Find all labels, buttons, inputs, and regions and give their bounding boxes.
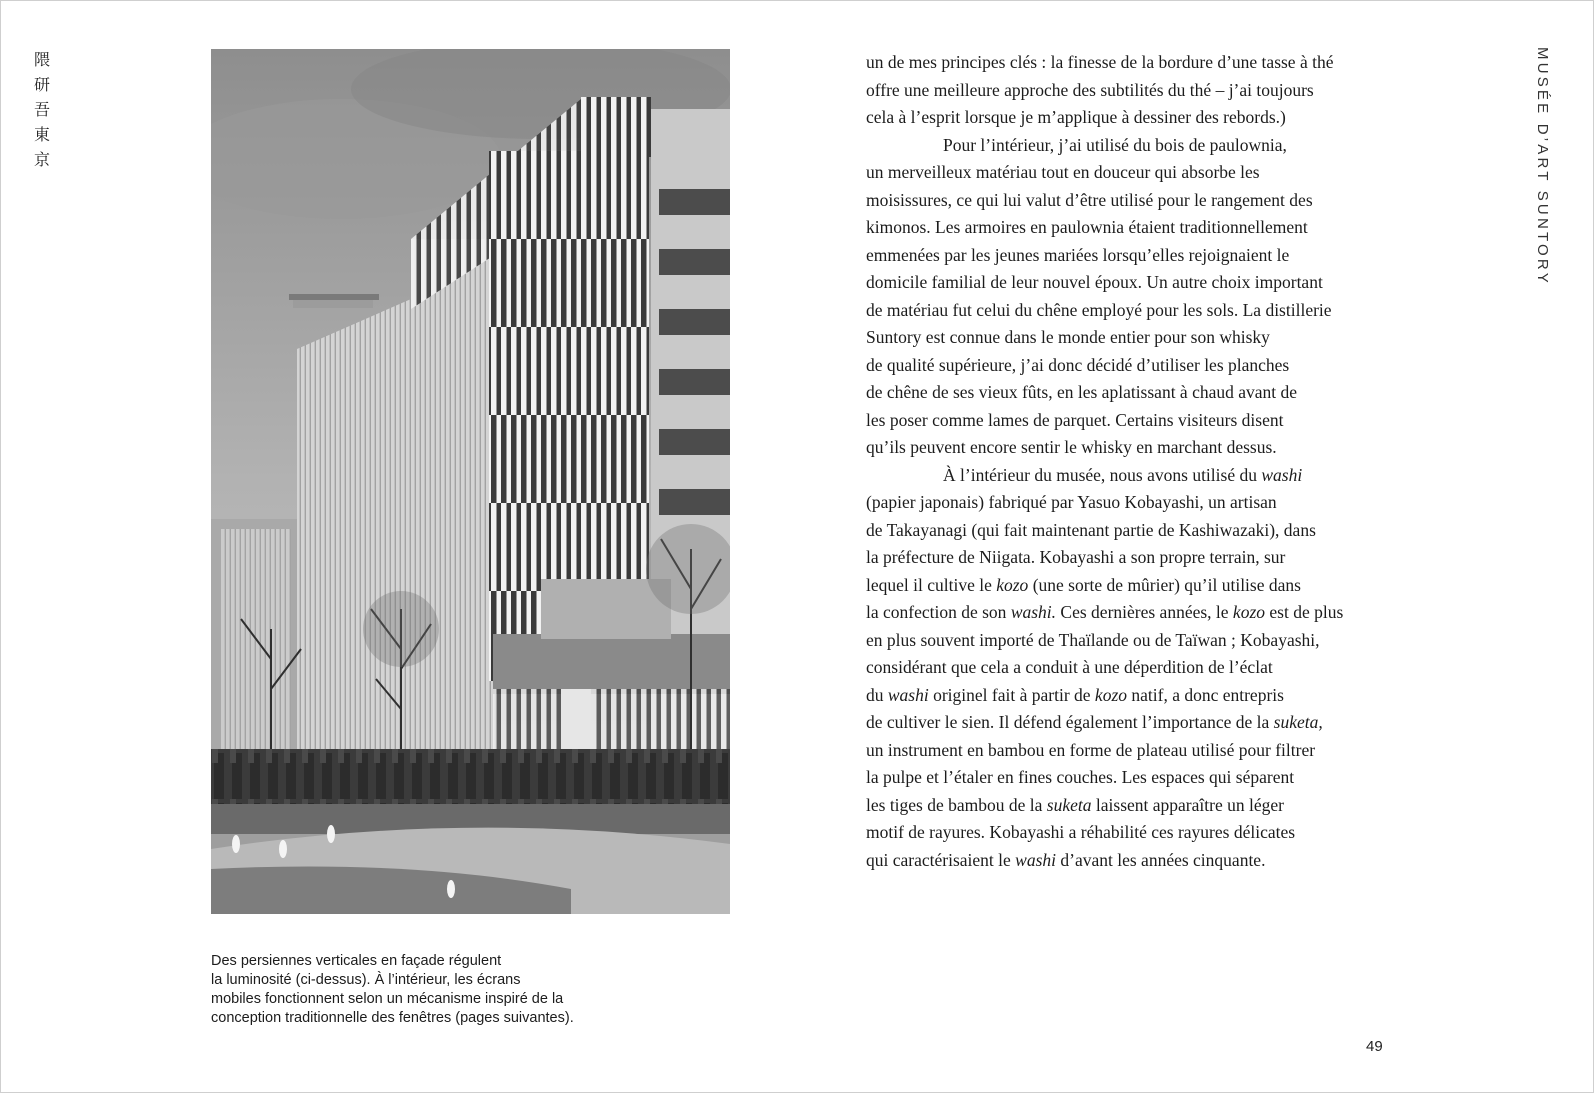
body-segment: d’avant les années cinquante. <box>1060 849 1266 870</box>
body-line <box>866 792 1426 820</box>
body-segment: natif, a donc entrepris <box>1131 684 1284 705</box>
body-segment: washi <box>887 684 929 705</box>
body-line: domicile familial de leur nouvel époux. Un autre choix important <box>866 272 1323 292</box>
kanji-char: 隈 <box>33 50 50 69</box>
body-segment: kozo <box>1232 602 1265 622</box>
body-line <box>866 462 1426 490</box>
body-segment: suketa <box>1046 794 1092 815</box>
caption-line: mobiles fonctionnent selon un mécanisme inspiré de la <box>211 991 564 1007</box>
kanji-char: 吾 <box>33 100 50 119</box>
body-text <box>866 49 1426 874</box>
body-segment: suketa, <box>1273 712 1323 732</box>
body-line: la pulpe et l’étaler en fines couches. Les espaces qui séparent <box>866 767 1295 787</box>
body-segment: laissent apparaître un léger <box>1095 794 1284 815</box>
body-line: la préfecture de Niigata. Kobayashi a son propre terrain, sur <box>866 547 1286 567</box>
body-line: de matériau fut celui du chêne employé pour les sols. La distillerie <box>866 299 1332 320</box>
body-line <box>866 682 1426 710</box>
caption-line: conception traditionnelle des fenêtres (pages suivantes). <box>211 1010 574 1026</box>
caption-line: la luminosité (ci-dessus). À l’intérieur, les écrans <box>211 972 521 988</box>
body-segment: la confection de son <box>866 602 1007 622</box>
running-header-vertical: MUSÉE D’ART SUNTORY <box>1534 47 1551 286</box>
body-line: motif de rayures. Kobayashi a réhabilité ces rayures délicates <box>866 822 1296 842</box>
kanji-char: 研 <box>33 75 50 94</box>
body-line: Pour l’intérieur, j’ai utilisé du bois de paulownia, <box>943 134 1287 155</box>
body-line: Suntory est connue dans le monde entier pour son whisky <box>866 327 1270 347</box>
body-line: un merveilleux matériau tout en douceur qui absorbe les <box>866 162 1260 182</box>
body-segment: kozo <box>996 574 1029 595</box>
body-line: de chêne de ses vieux fûts, en les aplatissant à chaud avant de <box>866 382 1298 402</box>
caption-line: Des persiennes verticales en façade régulent <box>211 953 502 969</box>
building-photo <box>211 49 730 914</box>
body-line: moisissures, ce qui lui valut d’être utilisé pour le rangement des <box>866 189 1313 210</box>
body-segment: lequel il cultive le <box>866 574 992 595</box>
body-line: un de mes principes clés : la finesse de la bordure d’une tasse à thé <box>866 52 1334 72</box>
building-photo-illustration <box>211 49 730 914</box>
body-segment: À l’intérieur du musée, nous avons utilisé du <box>943 464 1257 485</box>
body-line: (papier japonais) fabriqué par Yasuo Kobayashi, un artisan <box>866 492 1277 512</box>
body-line: kimonos. Les armoires en paulownia étaient traditionnellement <box>866 217 1308 237</box>
body-line: les poser comme lames de parquet. Certains visiteurs disent <box>866 409 1284 430</box>
body-segment: originel fait à partir de <box>933 684 1091 705</box>
body-line: de qualité supérieure, j’ai donc décidé d’utiliser les planches <box>866 354 1290 375</box>
body-line <box>866 599 1426 627</box>
body-segment: de cultiver le sien. Il défend également l’importance de la <box>866 712 1270 732</box>
body-segment: du <box>866 684 884 705</box>
kanji-char: 東 <box>33 125 50 144</box>
body-segment: Ces dernières années, le <box>1060 602 1229 622</box>
body-line: emmenées par les jeunes mariées lorsqu’elles rejoignaient le <box>866 244 1290 265</box>
body-line <box>866 572 1426 600</box>
body-segment: kozo <box>1094 684 1127 705</box>
body-segment: (une sorte de mûrier) qu’il utilise dans <box>1032 574 1301 595</box>
body-line: qu’ils peuvent encore sentir le whisky en marchant dessus. <box>866 437 1277 457</box>
body-line: cela à l’esprit lorsque je m’applique à dessiner des rebords.) <box>866 107 1286 127</box>
body-line: un instrument en bambou en forme de plateau utilisé pour filtrer <box>866 739 1316 760</box>
body-line: en plus souvent importé de Thaïlande ou de Taïwan ; Kobayashi, <box>866 629 1320 650</box>
body-segment: les tiges de bambou de la <box>866 794 1043 815</box>
body-segment: washi. <box>1010 602 1057 622</box>
photo-caption <box>211 952 631 1028</box>
page-number: 49 <box>1366 1038 1383 1055</box>
kanji-char: 京 <box>33 150 50 169</box>
body-line: de Takayanagi (qui fait maintenant partie de Kashiwazaki), dans <box>866 519 1316 540</box>
body-segment: est de plus <box>1269 602 1344 622</box>
body-line <box>866 709 1426 737</box>
japanese-vertical-title <box>32 47 52 172</box>
body-segment: qui caractérisaient le <box>866 849 1011 870</box>
body-line: considérant que cela a conduit à une déperdition de l’éclat <box>866 657 1273 677</box>
body-line: offre une meilleure approche des subtilités du thé – j’ai toujours <box>866 79 1314 100</box>
body-line <box>866 847 1426 875</box>
body-segment: washi <box>1261 464 1303 485</box>
body-segment: washi <box>1015 849 1057 870</box>
